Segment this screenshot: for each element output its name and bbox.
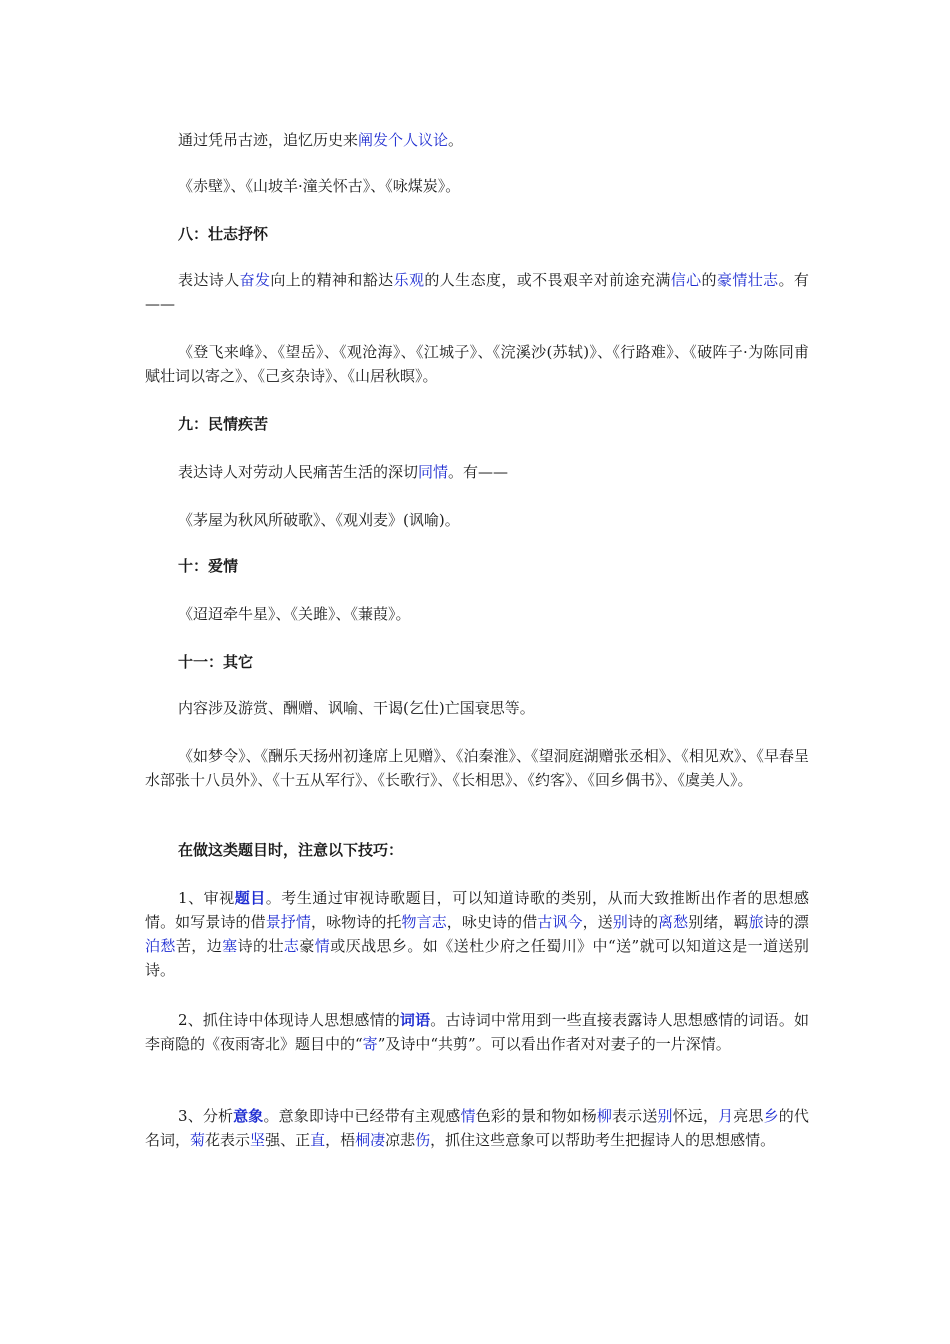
paragraph-tip-2: 2、抓住诗中体现诗人思想感情的词语。古诗词中常用到一些直接表露诗人思想感情的词语。如李商隐的《夜雨寄北》题目中的“寄”及诗中“共剪”。可以看出作者对对妻子的一片深情。 bbox=[145, 1011, 809, 1053]
paragraph-tip-1: 1、审视题目。考生通过审视诗歌题目，可以知道诗歌的类别，从而大致推断出作者的思想感情。如写景诗的借景抒情，咏物诗的托物言志，咏史诗的借古讽今，送别诗的离愁别绪，羁旅诗的漂泊愁苦，边塞诗的壮志豪情或厌战思乡。如《送杜少府之任蜀川》中“送”就可以知道这是一道送别诗。 bbox=[145, 889, 809, 979]
paragraph-minqing-poems: 《茅屋为秋风所破歌》、《观刈麦》(讽喻)。 bbox=[178, 511, 460, 529]
highlighted-term: 信心 bbox=[670, 271, 702, 289]
highlighted-term: 离愁 bbox=[658, 913, 689, 931]
highlighted-term: 别 bbox=[612, 913, 628, 931]
paragraph-minqing-intro: 表达诗人对劳动人民痛苦生活的深切同情。有—— bbox=[178, 463, 509, 481]
highlighted-term: 月 bbox=[718, 1107, 734, 1125]
heading-aiqing: 十：爱情 bbox=[178, 557, 239, 575]
highlighted-term: 景抒情 bbox=[265, 913, 311, 931]
highlighted-term: 情 bbox=[460, 1107, 476, 1125]
highlighted-term: 坚 bbox=[250, 1131, 266, 1149]
highlighted-term: 菊 bbox=[190, 1131, 206, 1149]
paragraph-huaigu-intro: 通过凭吊古迹，追忆历史来阐发个人议论。 bbox=[178, 131, 464, 149]
paragraph-qita-poems: 《如梦令》、《酬乐天扬州初逢席上见赠》、《泊秦淮》、《望洞庭湖赠张丞相》、《相见欢》、《早春呈水部张十八员外》、《十五从军行》、《长歌行》、《长相思》、《约客》、《回乡偶书》、《虞美人》。 bbox=[145, 747, 809, 789]
heading-qita: 十一：其它 bbox=[178, 653, 254, 671]
highlighted-term: 题目 bbox=[234, 889, 266, 907]
highlighted-term: 奋发 bbox=[239, 271, 271, 289]
paragraph-huaigu-poems: 《赤壁》、《山坡羊·潼关怀古》、《咏煤炭》。 bbox=[178, 177, 461, 195]
paragraph-qita-intro: 内容涉及游赏、酬赠、讽喻、干谒(乞仕)亡国衰思等。 bbox=[178, 699, 535, 717]
highlighted-term: 豪情壮志 bbox=[716, 271, 779, 289]
highlighted-term: 物言志 bbox=[401, 913, 447, 931]
highlighted-term: 乡 bbox=[763, 1107, 779, 1125]
highlighted-term: 古讽今 bbox=[537, 913, 583, 931]
highlighted-term: 寄 bbox=[362, 1035, 378, 1053]
highlighted-term: 直 bbox=[310, 1131, 326, 1149]
highlighted-term: 乐观 bbox=[393, 271, 425, 289]
highlighted-term: 志 bbox=[283, 937, 300, 955]
heading-tips: 在做这类题目时，注意以下技巧： bbox=[178, 841, 404, 859]
highlighted-term: 情 bbox=[314, 937, 331, 955]
highlighted-term: 柳 bbox=[596, 1107, 613, 1125]
highlighted-term: 塞 bbox=[222, 937, 238, 955]
paragraph-aiqing-poems: 《迢迢牵牛星》、《关雎》、《蒹葭》。 bbox=[178, 605, 411, 623]
highlighted-term: 别 bbox=[657, 1107, 673, 1125]
highlighted-term: 阐发个人议论 bbox=[358, 131, 449, 149]
highlighted-term: 桐凄 bbox=[355, 1131, 386, 1149]
highlighted-term: 旅 bbox=[748, 913, 764, 931]
paragraph-tip-3: 3、分析意象。意象即诗中已经带有主观感情色彩的景和物如杨柳表示送别怀远，月亮思乡的代名词，菊花表示坚强、正直，梧桐凄凉悲伤，抓住这些意象可以帮助考生把握诗人的思想感情。 bbox=[145, 1107, 809, 1149]
highlighted-term: 泊愁 bbox=[145, 937, 176, 955]
paragraph-zhuangzhi-poems: 《登飞来峰》、《望岳》、《观沧海》、《江城子》、《浣溪沙(苏轼)》、《行路难》、《破阵子·为陈同甫赋壮词以寄之》、《己亥杂诗》、《山居秋暝》。 bbox=[145, 343, 809, 385]
highlighted-term: 同情 bbox=[418, 463, 449, 481]
highlighted-term: 词语 bbox=[399, 1011, 431, 1029]
heading-minqing: 九：民情疾苦 bbox=[178, 415, 269, 433]
paragraph-zhuangzhi-intro: 表达诗人奋发向上的精神和豁达乐观的人生态度，或不畏艰辛对前途充满信心的豪情壮志。有—— bbox=[145, 271, 809, 313]
highlighted-term: 伤 bbox=[415, 1131, 431, 1149]
highlighted-term: 意象 bbox=[233, 1107, 264, 1125]
heading-zhuangzhi: 八：壮志抒怀 bbox=[178, 225, 269, 243]
